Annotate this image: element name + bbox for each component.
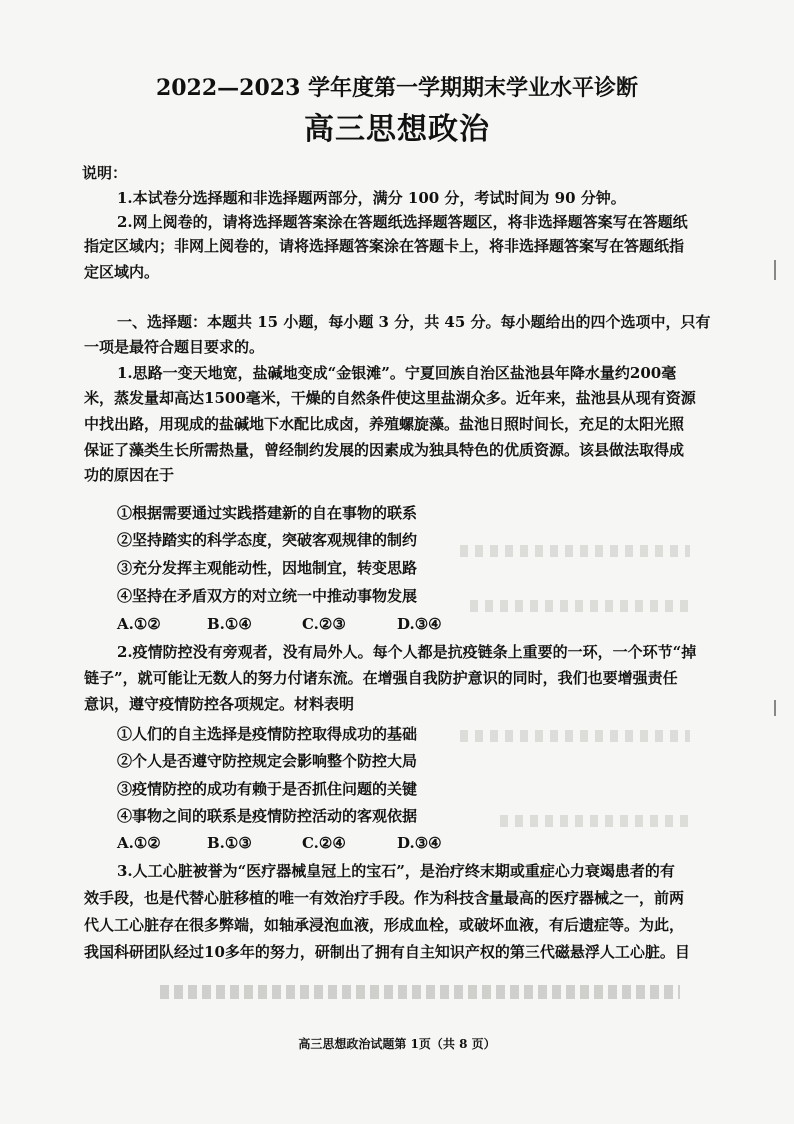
q1-stem-line: 米，蒸发量却高达1500毫米，干燥的自然条件使这里盐湖众多。近年来，盐池县从现有资源 [84, 389, 696, 407]
q2-option: ②个人是否遵守防控规定会影响整个防控大局 [117, 752, 418, 770]
instruction-line: 指定区域内；非网上阅卷的，请将选择题答案涂在答题卡上，将非选择题答案写在答题纸指 [84, 237, 685, 255]
bleed-through-texture [460, 545, 690, 557]
q3-stem-line: 效手段，也是代替心脏移植的唯一有效治疗手段。作为科技含量最高的医疗器械之一，前两 [84, 889, 685, 907]
bleed-through-texture [460, 730, 690, 742]
q3-stem-line: 3.人工心脏被誉为“医疗器械皇冠上的宝石”，是治疗终末期或重症心力衰竭患者的有 [117, 862, 675, 880]
q1-choice-d: D.③④ [397, 615, 442, 633]
q1-stem-line: 1.思路一变天地宽，盐碱地变成“金银滩”。宁夏回族自治区盐池县年降水量约200毫 [117, 364, 677, 382]
q2-stem-line: 2.疫情防控没有旁观者，没有局外人。每个人都是抗疫链条上重要的一环，一个环节“掉 [117, 643, 697, 661]
subject-title: 高三思想政治 [304, 112, 490, 147]
q1-choice-a: A.①② [117, 615, 161, 633]
instruction-line: 1.本试卷分选择题和非选择题两部分，满分 100 分，考试时间为 90 分钟。 [117, 189, 626, 207]
q1-stem-line: 中找出路，用现成的盐碱地下水配比成卤，养殖螺旋藻。盐池日照时间长，充足的太阳光照 [84, 415, 685, 433]
bleed-through-texture [160, 985, 680, 999]
instructions-label: 说明： [82, 164, 128, 182]
q3-stem-line: 代人工心脏存在很多弊端，如轴承浸泡血液，形成血栓，或破坏血液，有后遗症等。为此， [84, 916, 685, 934]
q2-choice-a: A.①② [117, 834, 161, 852]
q2-option: ③疫情防控的成功有赖于是否抓住问题的关键 [117, 780, 418, 798]
q1-stem-line: 功的原因在于 [84, 466, 175, 484]
q1-choice-b: B.①④ [207, 615, 252, 633]
q1-option: ①根据需要通过实践搭建新的自在事物的联系 [117, 504, 418, 522]
bleed-through-texture [470, 600, 690, 612]
section-heading: 一项是最符合题目要求的。 [84, 338, 265, 356]
q1-stem-line: 保证了藻类生长所需热量，曾经制约发展的因素成为独具特色的优质资源。该县做法取得成 [84, 441, 685, 459]
scan-edge-mark [774, 260, 776, 280]
q1-option: ④坚持在矛盾双方的对立统一中推动事物发展 [117, 587, 418, 605]
q1-option: ②坚持踏实的科学态度，突破客观规律的制约 [117, 531, 418, 549]
page-footer: 高三思想政治试题第 1页（共 8 页） [298, 1037, 496, 1051]
section-heading: 一、选择题：本题共 15 小题，每小题 3 分，共 45 分。每小题给出的四个选项中，只有 [117, 313, 711, 331]
q2-option: ④事物之间的联系是疫情防控活动的客观依据 [117, 807, 418, 825]
q1-choices [117, 614, 442, 634]
q2-choice-d: D.③④ [397, 834, 442, 852]
q1-option: ③充分发挥主观能动性，因地制宜，转变思路 [117, 559, 418, 577]
scan-edge-mark [774, 700, 776, 716]
q2-choice-b: B.①③ [207, 834, 252, 852]
q2-stem-line: 链子”，就可能让无数人的努力付诸东流。在增强自我防护意识的同时，我们也要增强责任 [84, 669, 678, 687]
bleed-through-texture [500, 815, 690, 827]
q2-stem-line: 意识，遵守疫情防控各项规定。材料表明 [84, 695, 355, 713]
q1-choice-c: C.②③ [302, 615, 346, 633]
instruction-line: 2.网上阅卷的，请将选择题答案涂在答题纸选择题答题区，将非选择题答案写在答题纸 [117, 213, 688, 231]
exam-title: 2022—2023 学年度第一学期期末学业水平诊断 [155, 75, 639, 101]
q2-option: ①人们的自主选择是疫情防控取得成功的基础 [117, 725, 418, 743]
q2-choice-c: C.②④ [302, 834, 346, 852]
q2-choices [117, 833, 442, 853]
q3-stem-line: 我国科研团队经过10多年的努力，研制出了拥有自主知识产权的第三代磁悬浮人工心脏。目 [84, 943, 690, 961]
instruction-line: 定区域内。 [84, 263, 160, 281]
